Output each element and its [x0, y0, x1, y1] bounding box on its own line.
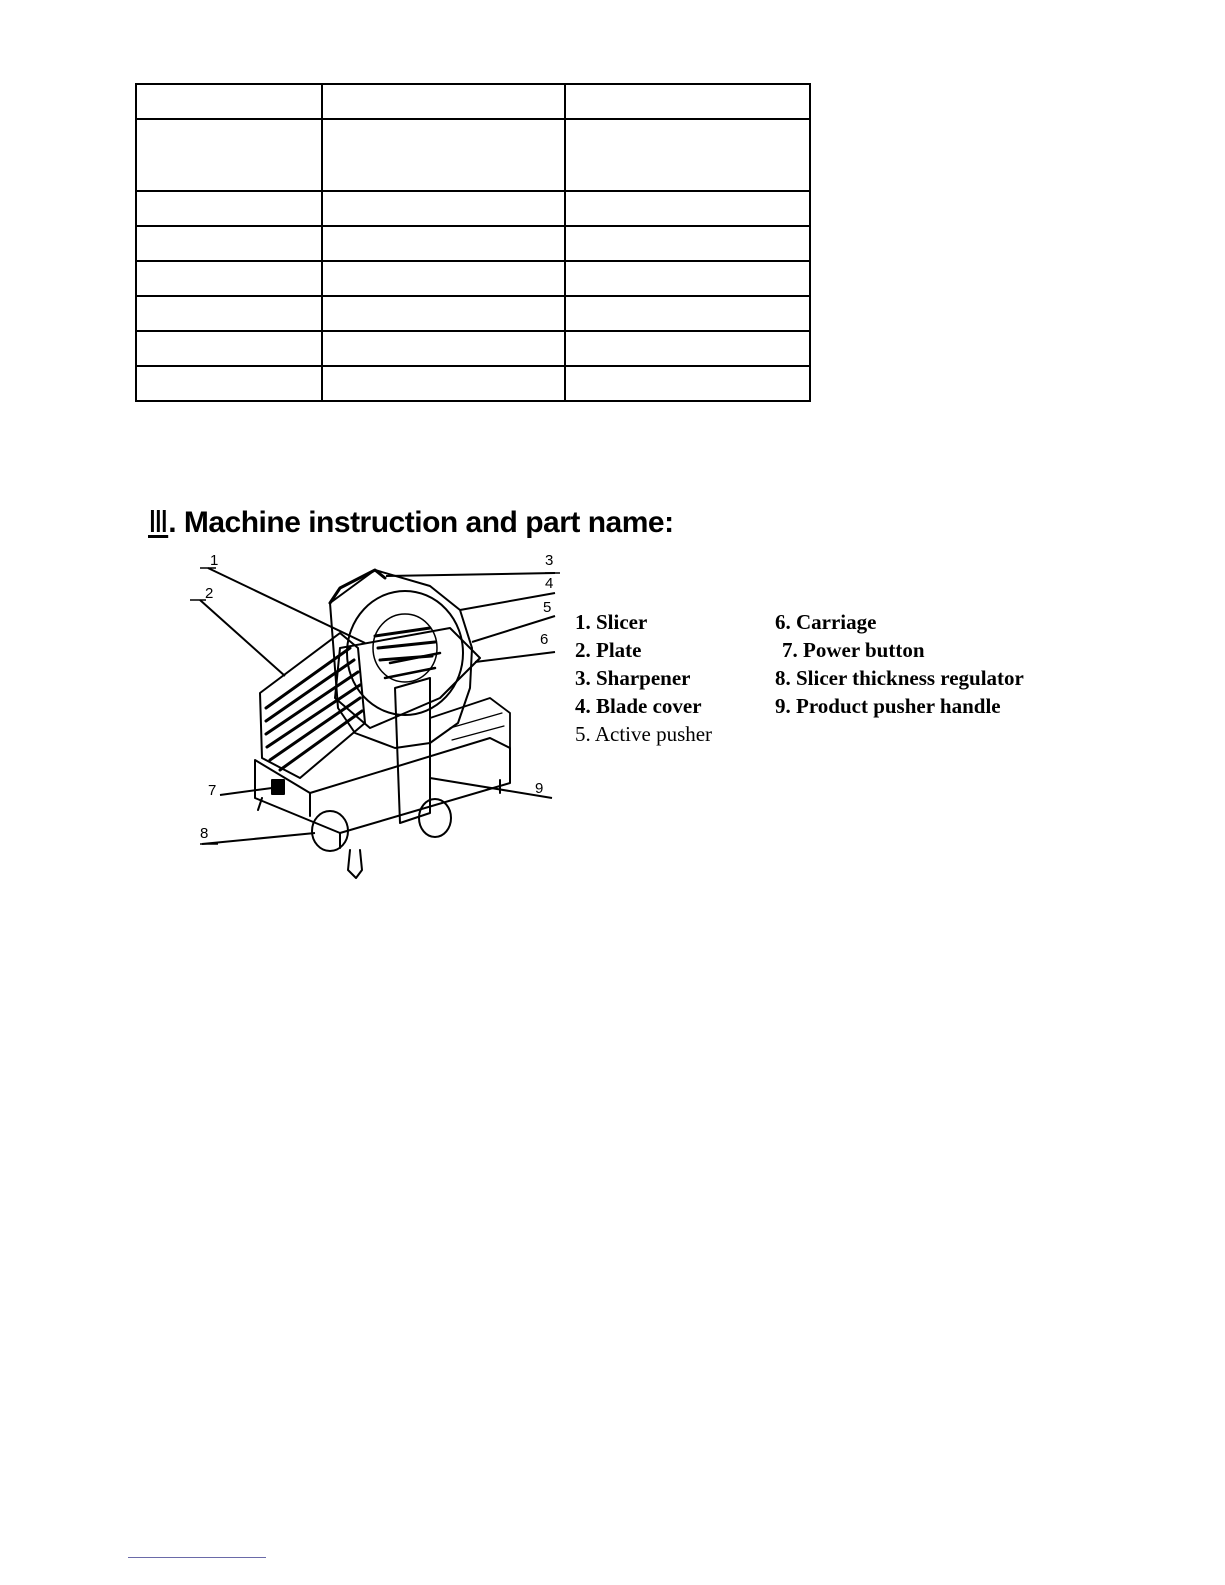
part-item: 7. Power button [782, 638, 925, 662]
callout-2: 2 [205, 585, 214, 602]
table-cell [322, 296, 565, 331]
part-item: 6. Carriage [775, 610, 877, 634]
blade-disc [347, 591, 463, 715]
table-cell [136, 296, 322, 331]
part-item: 4. Blade cover [575, 694, 702, 718]
table-row [136, 331, 810, 366]
table-cell [136, 226, 322, 261]
callout-5: 5 [543, 599, 552, 616]
pusher-handle [395, 678, 430, 823]
table-cell [565, 366, 810, 401]
footnote-divider [128, 1557, 266, 1558]
table-cell [565, 84, 810, 119]
table-row [136, 296, 810, 331]
table-cell [565, 226, 810, 261]
section-title: . Machine instruction and part name: [168, 506, 674, 539]
table-cell [322, 261, 565, 296]
section-numeral: Ⅲ [148, 506, 169, 539]
callout-3: 3 [545, 552, 554, 569]
callout-7: 7 [208, 782, 217, 799]
callout-9: 9 [535, 780, 544, 797]
table-cell [322, 366, 565, 401]
part-item: 5. Active pusher [575, 722, 713, 746]
table-cell [322, 84, 565, 119]
table-cell [136, 191, 322, 226]
table-cell [565, 119, 810, 191]
part-item: 2. Plate [575, 638, 642, 662]
part-item: 3. Sharpener [575, 666, 691, 690]
part-item: 8. Slicer thickness regulator [775, 666, 1024, 690]
table-cell [136, 366, 322, 401]
table-cell [136, 84, 322, 119]
table-cell [565, 261, 810, 296]
table-cell [322, 119, 565, 191]
table-row [136, 119, 810, 191]
callout-4: 4 [545, 575, 554, 592]
table-cell [565, 331, 810, 366]
part-list-right [775, 608, 1024, 720]
table-row [136, 366, 810, 401]
callout-1: 1 [210, 552, 219, 569]
slicer-diagram [190, 548, 570, 888]
table-row [136, 84, 810, 119]
part-item: 9. Product pusher handle [775, 694, 1001, 718]
table-cell [322, 226, 565, 261]
spec-table [135, 83, 811, 402]
section-heading [148, 505, 674, 540]
table-cell [565, 296, 810, 331]
part-list-left [575, 608, 712, 748]
callout-6: 6 [540, 631, 549, 648]
table-cell [322, 331, 565, 366]
table-row [136, 261, 810, 296]
part-item: 1. Slicer [575, 610, 648, 634]
table-row [136, 191, 810, 226]
table-cell [136, 331, 322, 366]
thickness-knob [312, 811, 348, 851]
table-cell [136, 261, 322, 296]
callout-8: 8 [200, 825, 209, 842]
table-row [136, 226, 810, 261]
power-button-shape [272, 780, 284, 794]
table-cell [565, 191, 810, 226]
table-cell [322, 191, 565, 226]
table-cell [136, 119, 322, 191]
